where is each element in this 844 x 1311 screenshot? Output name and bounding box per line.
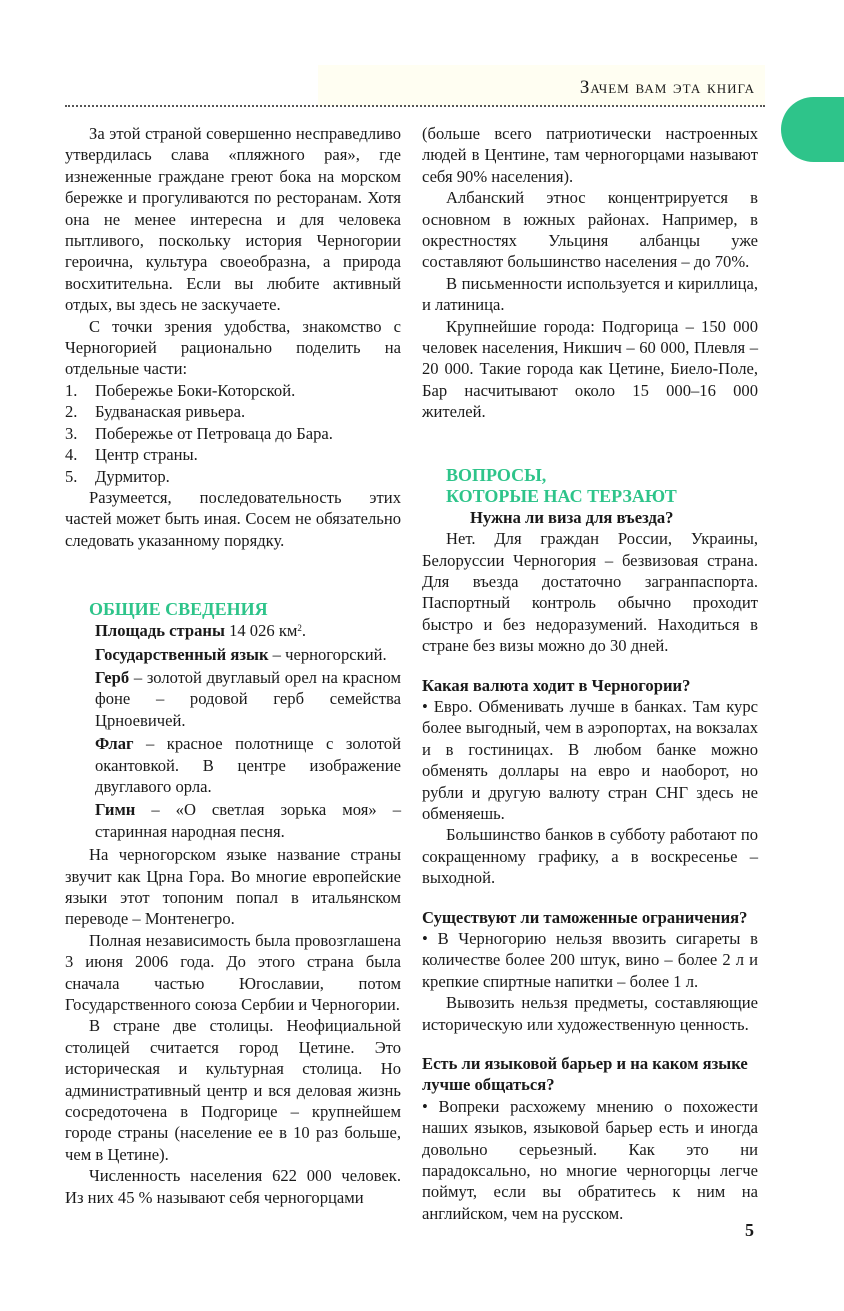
section-heading-faq xyxy=(446,465,758,507)
list-number: 4. xyxy=(65,445,78,465)
faq-question: Какая валюта ходит в Черногории? xyxy=(422,675,691,695)
left-column xyxy=(65,123,401,1208)
fact-value: – «О светлая зорька моя» – старинная народная песня. xyxy=(95,800,401,841)
chapter-tab-marker xyxy=(781,97,844,162)
body-paragraph: Полная независимость была провозглашена 3 июня 2006 года. До этого страна была сначала частью Югославии, потом Государственного союза Сербии и Черногории. xyxy=(65,930,401,1015)
faq-heading-line1: ВОПРОСЫ, xyxy=(446,464,547,485)
intro-paragraph: С точки зрения удобства, знакомство с Черногорией рационально поделить на отдельные части: xyxy=(65,316,401,379)
fact-anthem xyxy=(95,799,401,842)
continuation-paragraph: (больше всего патриотически настроенных людей в Центине, там черногорцами называют себя 90% населения). xyxy=(422,124,758,186)
faq-answer: • Вопреки расхожему мнению о похожести наших языков, языковой барьер есть и иногда довольно серьезный. Как это ни парадоксально, но многие черногорцы легче поймут, если вы обратитесь к ним на английском, чем на русском. xyxy=(422,1096,758,1223)
body-paragraph: На черногорском языке название страны звучит как Црна Гора. Во многие европейские языки этот топоним попал в итальянском переводе – Монтенегро. xyxy=(65,845,401,929)
faq-answer: • В Черногорию нельзя ввозить сигареты в количестве более 200 штук, вино – более 2 л и крепкие спиртные напитки – более 1 л. xyxy=(422,929,758,991)
body-paragraph: В стране две столицы. Неофициальной столицей считается город Цетине. Это историческая и культурная столица. Но административный центр и вся деловая жизнь сосредоточена в Подгорице – крупнейшем городе страны (население ее в 10 раз больше, чем в Цетине). xyxy=(65,1016,401,1164)
running-header-title: Зачем вам эта книга xyxy=(579,77,755,98)
fact-label: Площадь страны xyxy=(95,621,225,641)
faq-heading-line2: КОТОРЫЕ НАС ТЕРЗАЮТ xyxy=(446,485,677,506)
list-text: Центр страны. xyxy=(95,445,198,465)
fact-label: Гимн xyxy=(95,800,136,820)
faq-answer: Большинство банков в субботу работают по сокращенному графику, а в воскресенье – выходной. xyxy=(422,825,758,888)
page-number: 5 xyxy=(745,1220,754,1240)
fact-value: – золотой двуглавый орел на красном фоне – родовой герб семейства Црноевичей. xyxy=(95,667,401,730)
list-number: 1. xyxy=(65,380,78,400)
fact-value: 14 026 км xyxy=(229,621,298,641)
list-text: Дурмитор. xyxy=(95,466,170,486)
after-list-paragraph: Разумеется, последовательность этих частей может быть иная. Сосем не обязательно следовать указанному порядку. xyxy=(65,487,401,550)
list-number: 5. xyxy=(65,466,78,486)
faq-answer: Вывозить нельзя предметы, составляющие историческую или художественную ценность. xyxy=(422,993,758,1034)
body-paragraph: Численность населения 622 000 человек. Из них 45 % называют себя черногорцами xyxy=(65,1166,401,1207)
list-number: 3. xyxy=(65,423,78,443)
list-text: Побережье от Петроваца до Бара. xyxy=(95,423,333,443)
superscript: 2 xyxy=(297,623,302,634)
fact-value: – красное полотнище с золотой окантовкой. В центре изображение двуглавого орла. xyxy=(95,734,401,796)
list-text: Будванаская ривьера. xyxy=(95,402,246,422)
header-dotted-rule xyxy=(65,105,765,107)
fact-label: Государственный язык xyxy=(95,644,269,664)
body-paragraph: Крупнейшие города: Подгорица – 150 000 человек населения, Никшич – 60 000, Плевля – 20 000. Такие города как Цетине, Биело-Поле, Бар насчитывают около 15 000–16 000 жителей. xyxy=(422,316,758,422)
fact-label: Флаг xyxy=(95,734,134,754)
list-item xyxy=(65,423,401,444)
body-paragraph: Албанский этнос концентрируется в основном в южных районах. Например, в окрестностях Ульциня албанцы уже составляют большинство населения – до 70%. xyxy=(422,188,758,272)
faq-question: Существуют ли таможенные ограничения? xyxy=(422,907,748,927)
faq-question: Есть ли языковой барьер и на каком языке лучше общаться? xyxy=(422,1054,748,1095)
list-item xyxy=(65,444,401,465)
fact-coat-of-arms xyxy=(95,667,401,731)
fact-area: Площадь страны 14 026 $км^2$. xyxy=(95,621,307,641)
fact-flag xyxy=(95,733,401,797)
list-item xyxy=(65,466,401,487)
faq-answer: Нет. Для граждан России, Украины, Белоруссии Черногория – безвизовая страна. Для въезда достаточно загранпаспорта. Паспортный контроль обычно проходит быстро и без недоразумений. Находиться в стране без визы можно до 30 дней. xyxy=(422,529,758,656)
fact-label: Герб xyxy=(95,667,130,687)
body-paragraph: В письменности используется и кириллица, и латиница. xyxy=(422,273,758,315)
fact-language xyxy=(95,644,401,665)
right-column xyxy=(422,123,758,1224)
list-text: Побережье Боки-Которской. xyxy=(95,380,296,400)
intro-paragraph: За этой страной совершенно несправедливо утвердилась слава «пляжного рая», где изнеженные граждане греют бока на морском бережке и прогуливаются по ресторанам. Хотя она не менее интересна и для человека пытливого, поскольку история Черногории героична, культура своеобразна, а природа восхитительна. Если вы любите активный отдых, вы здесь не заскучаете. xyxy=(65,124,401,315)
list-item xyxy=(65,380,401,401)
faq-question: Нужна ли виза для въезда? xyxy=(470,507,674,527)
list-number: 2. xyxy=(65,402,78,422)
parts-list xyxy=(65,380,401,487)
faq-answer: • Евро. Обменивать лучше в банках. Там курс более выгодный, чем в аэропортах, на вокзалах и в гостиницах. В любом банке можно обменять доллары на евро и наоборот, но рубли и другую валюту стран СНГ здесь не обменяешь. xyxy=(422,696,758,823)
fact-value: – черногорский. xyxy=(268,644,387,664)
section-heading-general-info: ОБЩИЕ СВЕДЕНИЯ xyxy=(89,599,268,620)
list-item xyxy=(65,401,401,422)
